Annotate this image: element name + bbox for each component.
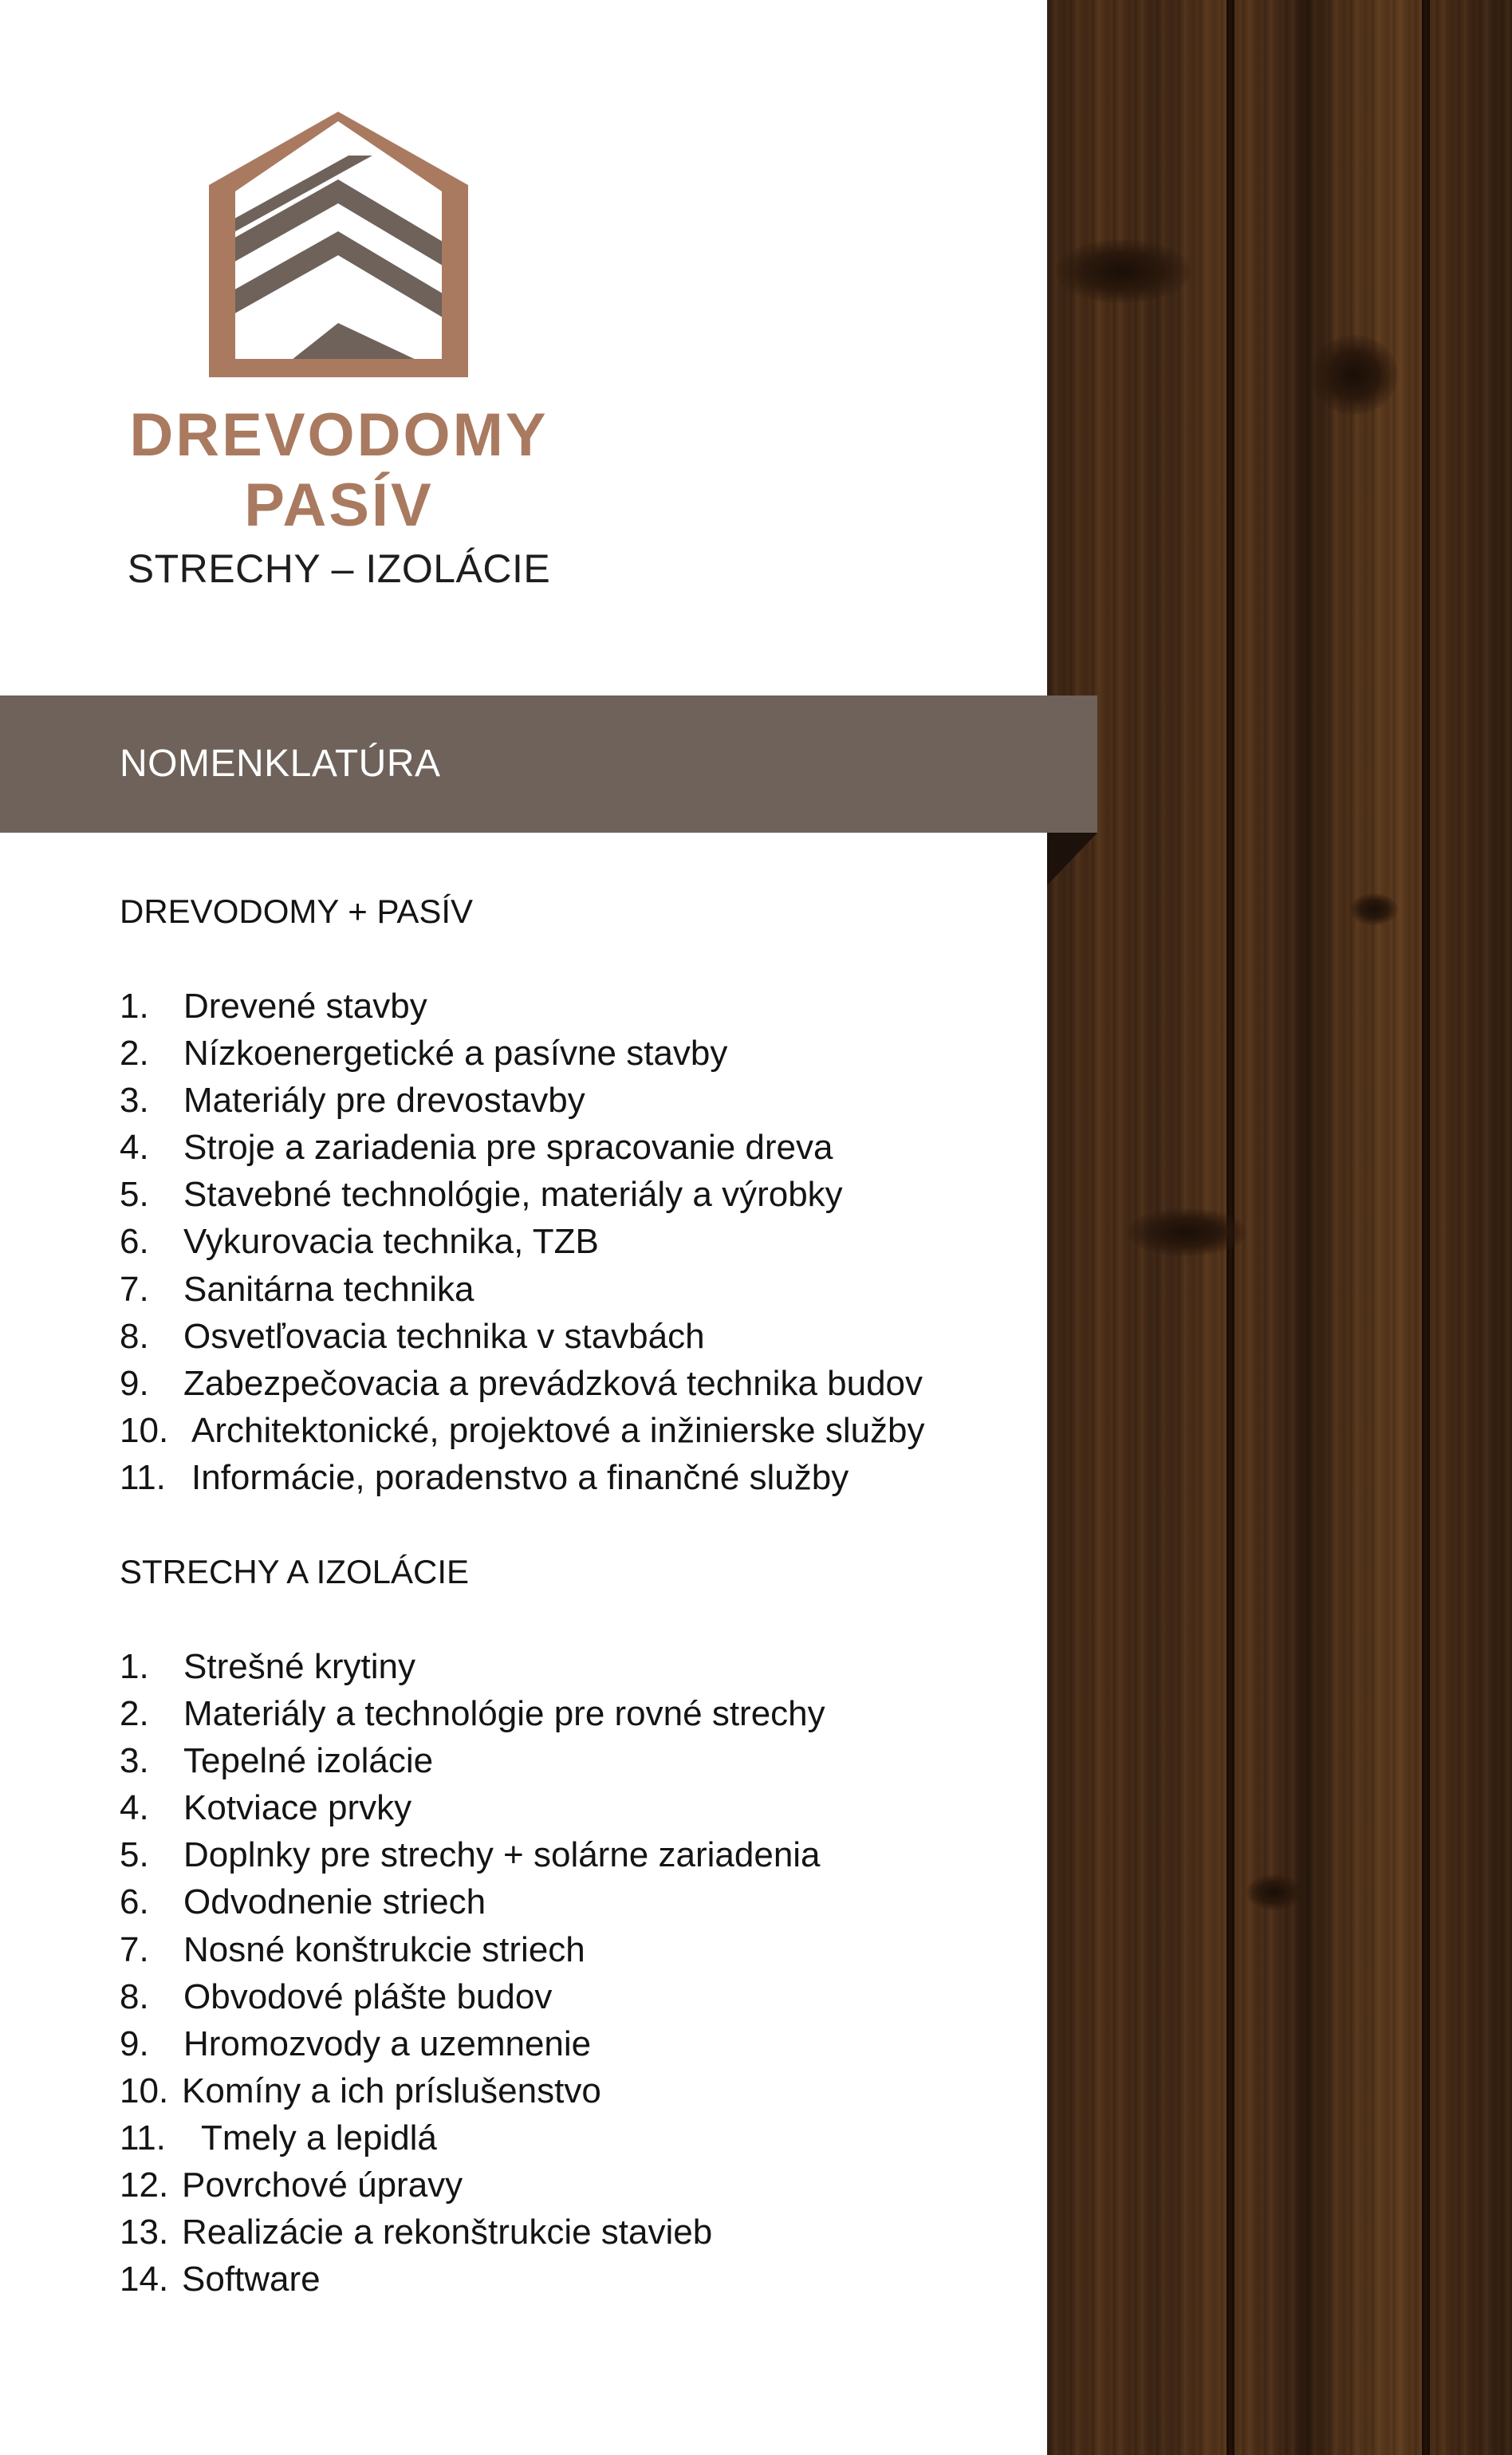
item-number: 10.: [120, 2071, 169, 2110]
wood-panel: [1047, 0, 1512, 2455]
brand-name-line1: DREVODOMY: [129, 401, 549, 469]
item-number: 6.: [120, 1882, 149, 1922]
item-number: 13.: [120, 2213, 169, 2252]
item-number: 8.: [120, 1316, 149, 1356]
item-text: Tmely a lepidlá: [201, 2118, 437, 2157]
item-number: 11.: [120, 2118, 166, 2157]
item-text: Nosné konštrukcie striech: [183, 1929, 585, 1969]
brand-name-line2: PASÍV: [244, 471, 434, 539]
item-text: Obvodové plášte budov: [183, 1976, 553, 2016]
item-text: Zabezpečovacia a prevádzková technika budov: [183, 1363, 923, 1403]
item-number: 7.: [120, 1269, 149, 1309]
item-number: 1.: [120, 1647, 149, 1686]
item-text: Sanitárna technika: [183, 1269, 474, 1309]
item-text: Materiály pre drevostavby: [183, 1081, 585, 1121]
item-text: Komíny a ich príslušenstvo: [182, 2071, 601, 2110]
item-number: 7.: [120, 1929, 149, 1969]
item-number: 5.: [120, 1835, 149, 1875]
item-number: 6.: [120, 1222, 149, 1262]
item-text: Tepelné izolácie: [183, 1741, 434, 1781]
banner-fold-shadow: [1047, 833, 1097, 885]
item-number: 3.: [120, 1081, 149, 1121]
item-number: 2.: [120, 1694, 149, 1734]
wood-knot: [1350, 893, 1398, 925]
item-text: Architektonické, projektové a inžinierske služby: [191, 1410, 925, 1450]
item-number: 4.: [120, 1788, 149, 1828]
item-number: 1.: [120, 987, 149, 1026]
item-number: 4.: [120, 1128, 149, 1168]
wood-groove: [1422, 0, 1430, 2455]
section-heading: DREVODOMY + PASÍV: [120, 893, 474, 930]
section-banner: [0, 696, 1097, 833]
item-text: Software: [182, 2260, 321, 2299]
item-text: Materiály a technológie pre rovné strechy: [183, 1694, 825, 1734]
item-number: 9.: [120, 2024, 149, 2063]
item-text: Stavebné technológie, materiály a výrobky: [183, 1175, 843, 1215]
banner-title: NOMENKLATÚRA: [120, 743, 441, 785]
item-text: Doplnky pre strechy + solárne zariadenia: [183, 1835, 821, 1875]
item-text: Hromozvody a uzemnenie: [183, 2024, 592, 2063]
item-text: Drevené stavby: [183, 987, 427, 1026]
item-number: 3.: [120, 1741, 149, 1781]
wood-knot: [1127, 1208, 1246, 1256]
house-logo-icon: [209, 112, 468, 377]
item-text: Odvodnenie striech: [183, 1882, 486, 1922]
item-text: Osvetľovacia technika v stavbách: [183, 1316, 705, 1356]
item-text: Vykurovacia technika, TZB: [183, 1222, 599, 1262]
wood-knot: [1246, 1874, 1302, 1910]
wood-knot: [1055, 239, 1191, 303]
item-number: 11.: [120, 1457, 166, 1497]
item-number: 5.: [120, 1175, 149, 1215]
item-text: Povrchové úpravy: [182, 2165, 463, 2205]
section-heading: STRECHY A IZOLÁCIE: [120, 1553, 470, 1590]
brand-tagline: STRECHY – IZOLÁCIE: [127, 546, 551, 591]
item-text: Informácie, poradenstvo a finančné služby: [191, 1457, 849, 1497]
item-number: 12.: [120, 2165, 169, 2205]
item-text: Nízkoenergetické a pasívne stavby: [183, 1034, 728, 1074]
item-text: Strešné krytiny: [183, 1647, 415, 1686]
item-number: 2.: [120, 1034, 149, 1074]
wood-knot: [1310, 335, 1398, 415]
item-text: Realizácie a rekonštrukcie stavieb: [182, 2213, 713, 2252]
item-text: Stroje a zariadenia pre spracovanie dreva: [183, 1128, 833, 1168]
item-number: 14.: [120, 2260, 169, 2299]
item-number: 9.: [120, 1363, 149, 1403]
item-number: 8.: [120, 1976, 149, 2016]
item-text: Kotviace prvky: [183, 1788, 412, 1828]
item-number: 10.: [120, 1410, 169, 1450]
